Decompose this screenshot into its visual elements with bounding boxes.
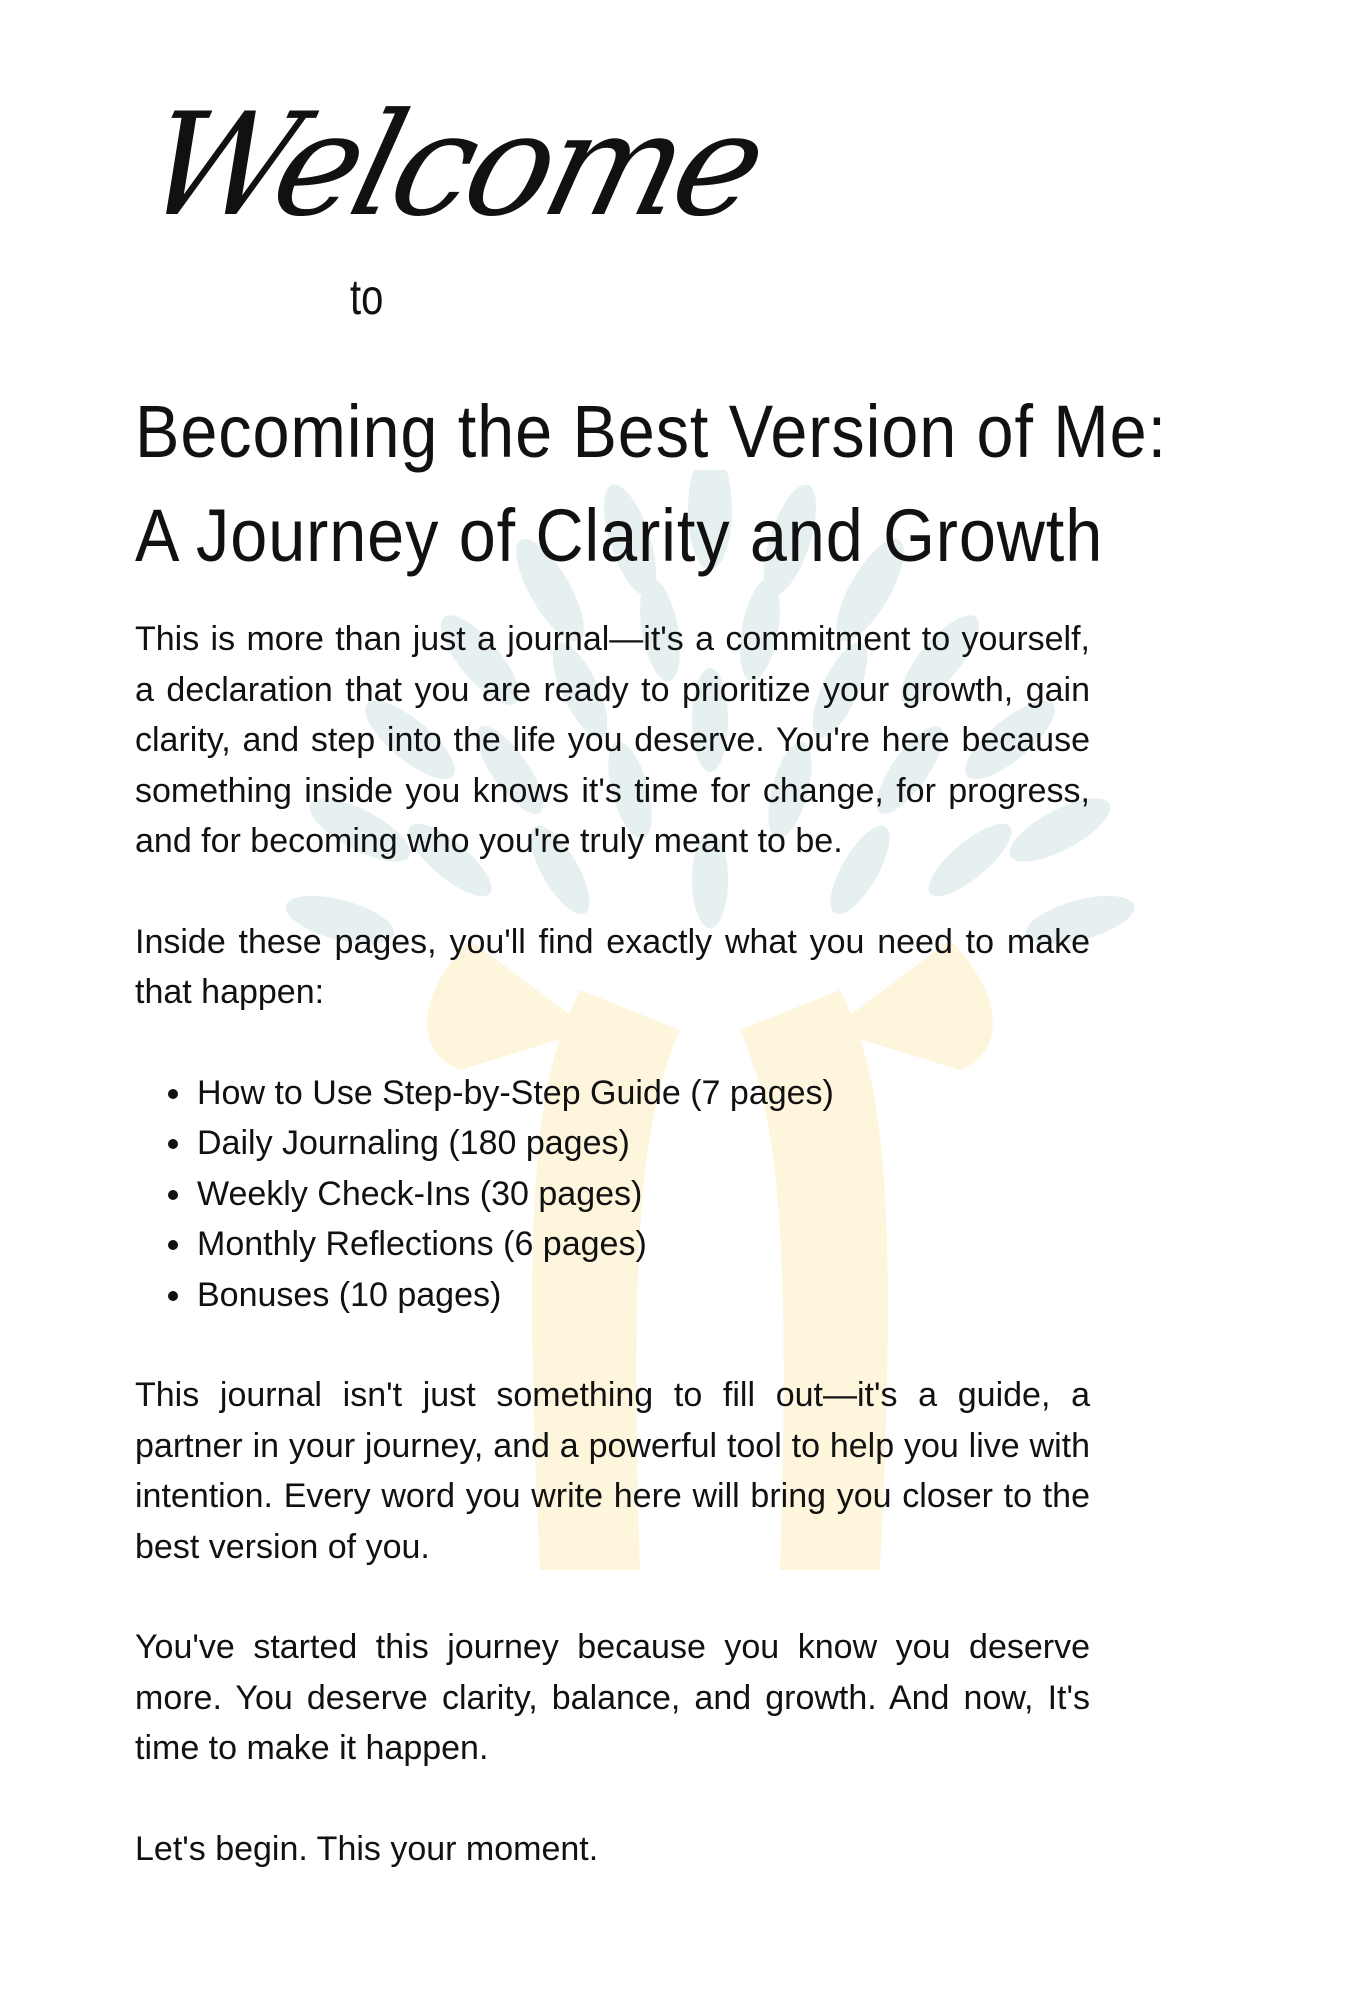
paragraph-spacer: [135, 867, 1090, 917]
page-title: [135, 380, 1168, 588]
guide-paragraph: This journal isn't just something to fill out—it's a guide, a partner in your journey, and a powerful tool to help you live with intention. Every word you write here will bring you closer to the best version of you.: [135, 1376, 1090, 1566]
list-item: • Monthly Reflections (6 pages): [195, 1219, 1090, 1270]
list-item: • Weekly Check-Ins (30 pages): [195, 1169, 1090, 1220]
list-item: • Bonuses (10 pages): [195, 1270, 1090, 1321]
list-item: • Daily Journaling (180 pages): [195, 1118, 1090, 1169]
intro-paragraph: This is more than just a journal—it's a commitment to yourself, a declaration that you are ready to prioritize your growth, gain clarity, and step into the life you deserve. You're here because something inside you knows it's time for change, for progress, and for becoming who you're truly meant to be.: [135, 620, 1090, 860]
deserve-paragraph: You've started this journey because you know you deserve more. You deserve clarity, balance, and growth. And now, It's time to make it happen.: [135, 1628, 1090, 1767]
paragraph-spacer: [135, 1572, 1090, 1622]
paragraph-spacer: [135, 1774, 1090, 1824]
welcome-to-label: to: [350, 269, 384, 325]
title-line-2: A Journey of Clarity and Growth: [135, 494, 1104, 577]
inside-paragraph: Inside these pages, you'll find exactly what you need to make that happen:: [135, 922, 1090, 1011]
page-body: [135, 614, 1090, 1874]
paragraph-spacer: [135, 1320, 1090, 1370]
welcome-script-heading: Welcome: [129, 83, 777, 248]
paragraph-spacer: [135, 1018, 1090, 1068]
title-line-1: Becoming the Best Version of Me:: [135, 390, 1168, 473]
contents-list: [135, 1068, 1090, 1321]
closing-line: Let's begin. This your moment.: [135, 1829, 599, 1868]
list-item: • How to Use Step-by-Step Guide (7 pages): [195, 1068, 1090, 1119]
